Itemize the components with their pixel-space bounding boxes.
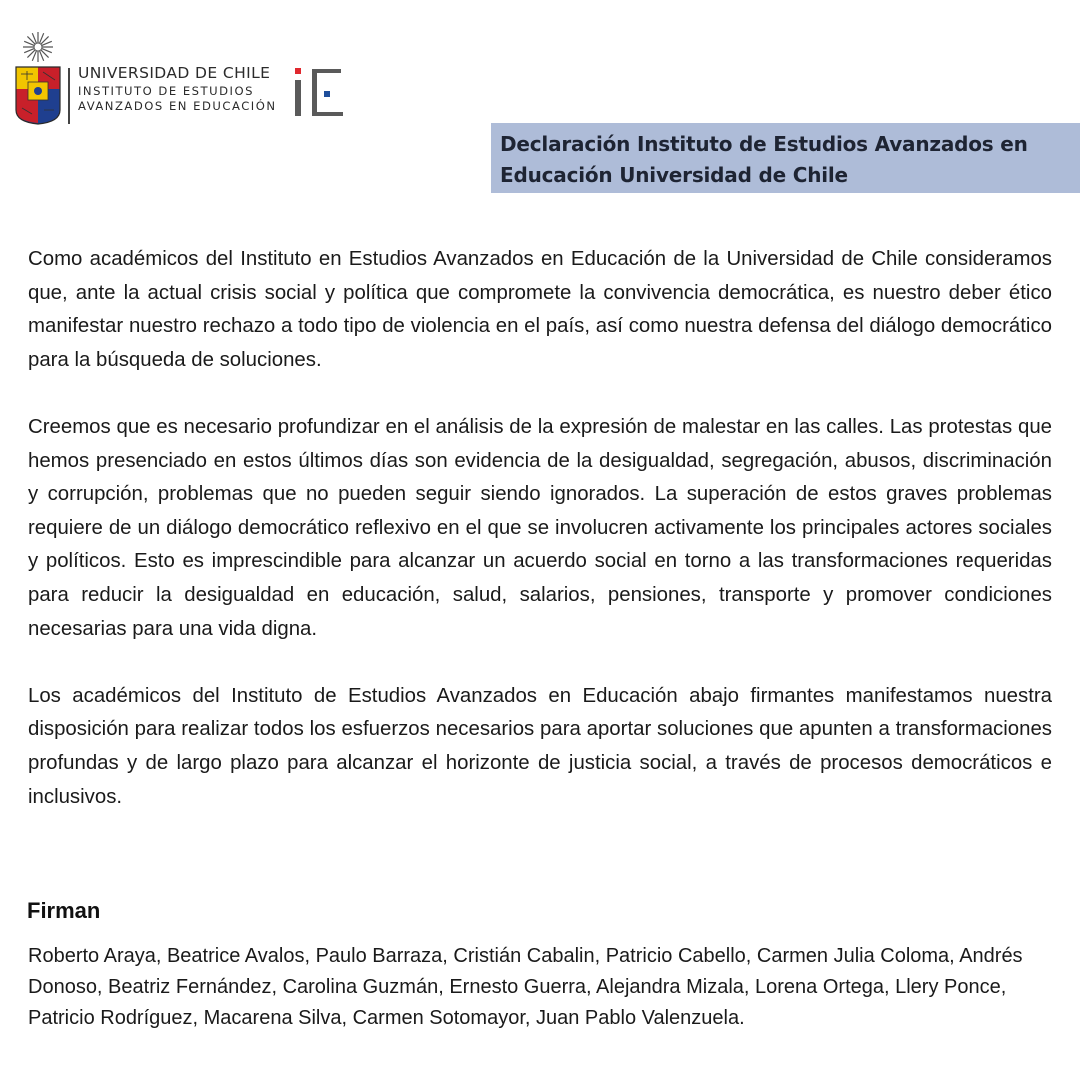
institution-logo [14,30,354,126]
page-title: Declaración Instituto de Estudios Avanzados en Educación Universidad de Chile [500,132,1028,187]
university-crest-icon [14,30,64,126]
logo-institute-subtitle: AVANZADOS EN EDUCACIÓN [78,99,277,114]
logo-university-name: UNIVERSIDAD DE CHILE [78,64,271,82]
declaration-body [28,243,1052,814]
signatures-list: Roberto Araya, Beatrice Avalos, Paulo Barraza, Cristián Cabalin, Patricio Cabello, Carmen Julia Coloma, Andrés Donoso, Beatriz Fernández, Carolina Guzmán, Ernesto Guerra, Alejandra Mizala, Lorena Ortega, Llery Ponce, Patricio Rodríguez, Macarena Silva, Carmen Sotomayor, Juan Pablo Valenzuela. [28,945,1023,1029]
paragraph-1: Como académicos del Instituto en Estudios Avanzados en Educación de la Universidad de Chile consideramos que, ante la actual crisis social y política que compromete la convivencia democrática, es nuestro deber ético manifestar nuestro rechazo a todo tipo de violencia en el país, así como nuestra defensa del diálogo democrático para la búsqueda de soluciones. [28,248,1052,371]
logo-wordmark [78,66,277,117]
signatures-heading: Firman [27,898,101,923]
logo-divider [68,68,70,124]
ie-logo-icon [290,68,350,118]
paragraph-3: Los académicos del Instituto de Estudios Avanzados en Educación abajo firmantes manifestamos nuestra disposición para realizar todos los esfuerzos necesarios para aportar soluciones que apunten a transformaciones profundas y de largo plazo para alcanzar el horizonte de justicia social, a través de procesos democráticos e inclusivos. [28,684,1052,808]
logo-institute-name: INSTITUTO DE ESTUDIOS [78,83,254,98]
title-banner [491,123,1080,193]
paragraph-2: Creemos que es necesario profundizar en el análisis de la expresión de malestar en las calles. Las protestas que hemos presenciado en estos últimos días son evidencia de la desigualdad, segregación, abusos, discriminación y corrupción, problemas que no pueden seguir siendo ignorados. La superación de estos graves problemas requiere de un diálogo democrático reflexivo en el que se involucren activamente los principales actores sociales y políticos. Esto es imprescindible para alcanzar un acuerdo social en torno a las transformaciones requeridas para reducir la desigualdad en educación, salud, salarios, pensiones, transporte y promover condiciones necesarias para una vida digna. [28,415,1052,640]
